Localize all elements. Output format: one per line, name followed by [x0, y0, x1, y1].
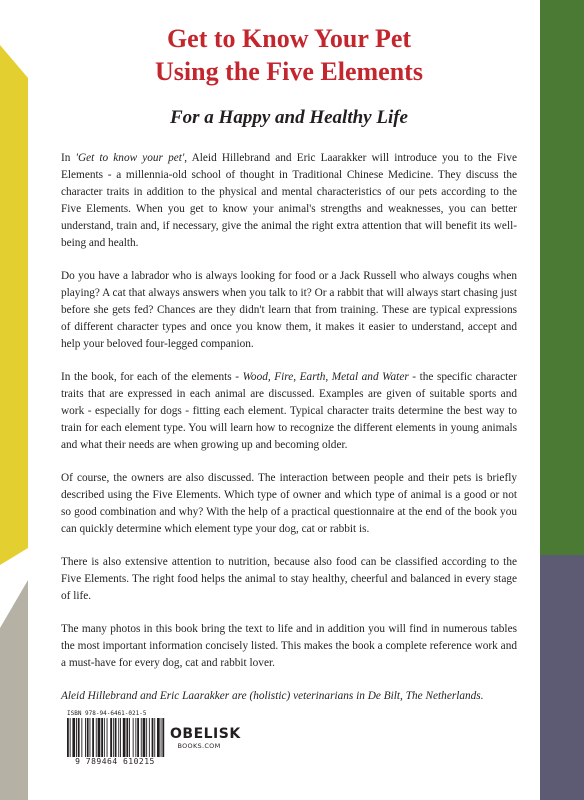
barcode-bar [152, 718, 154, 757]
publisher-logo [170, 724, 241, 758]
barcode-bar [67, 718, 69, 757]
blurb-text [61, 150, 517, 721]
publisher-name: OBELISK [170, 726, 241, 742]
barcode-bar [118, 718, 119, 757]
isbn-barcode [61, 706, 169, 770]
blurb-paragraph: In the book, for each of the elements - Wood, Fire, Earth, Metal and Water - the specific character traits that are expressed in each animal are discussed. Examples are given of suitable sports and work - especially for dogs - fitting each element. Typical character traits determine the best way to train for each element type. You will learn how to recognize the different elements in young animals and what their needs are when growing up and becoming older. [61, 371, 517, 451]
barcode-bar [81, 718, 82, 757]
purple-panel [540, 555, 584, 800]
barcode-bar [129, 718, 130, 757]
barcode-bar [154, 718, 155, 757]
barcode-bar [161, 718, 162, 757]
book-title-line: Using the Five Elements [155, 57, 423, 86]
barcode-bar [146, 718, 147, 757]
barcode-bar [110, 718, 112, 757]
barcode-bar [149, 718, 150, 757]
barcode-bar [143, 718, 146, 757]
barcode-bar [70, 718, 71, 757]
blurb-paragraph: There is also extensive attention to nutrition, because also food can be classified according to the Five Elements. The right food helps the animal to stay healthy, cheerful and balanced in every stage of life. [61, 556, 517, 602]
barcode-bars [65, 718, 165, 757]
barcode-bar [137, 718, 139, 757]
blurb-paragraph: The many photos in this book bring the text to life and in addition you will find in numerous tables the most important information concisely listed. This makes the book a complete reference work and a must-have for every dog, cat and rabbit lover. [61, 623, 517, 669]
barcode-bar [141, 718, 142, 757]
barcode-bar [76, 718, 77, 757]
book-title [61, 22, 517, 88]
barcode-bar [78, 718, 80, 757]
barcode-bar [126, 718, 128, 757]
blurb-paragraph: In 'Get to know your pet', Aleid Hillebrand and Eric Laarakker will introduce you to the Five Elements - a millennia-old school of thought in Traditional Chinese Medicine. They discuss the character traits in addition to the physical and mental characteristics of our pets according to the Five Elements. When you get to know your animal's strengths and weaknesses, you can better understand, train and, if necessary, give the animal the right extra attention that will benefit its well-being and health. [61, 152, 517, 249]
publisher-site: BOOKS.COM [177, 742, 221, 750]
blurb-paragraph: Do you have a labrador who is always looking for food or a Jack Russell who always coughs when playing? A cat that always answers when you talk to it? Or a rabbit that will always start chasing just before she gets fed? Chances are they didn't learn that from training. These are typical expressions of different character types and once you know them, it makes it easier to understand, accept and help your beloved four-legged companion. [61, 270, 517, 350]
gray-panel [0, 580, 28, 800]
isbn-label: ISBN 978-94-6461-021-5 [67, 710, 147, 717]
barcode-bar [96, 718, 97, 757]
barcode-bar [123, 718, 126, 757]
book-subtitle: For a Happy and Healthy Life [169, 107, 408, 128]
barcode-bar [87, 718, 89, 757]
barcode-bar [120, 718, 121, 757]
barcode-bar [85, 718, 86, 757]
back-cover-content [61, 0, 517, 800]
barcode-bar [90, 718, 91, 757]
author-note: Aleid Hillebrand and Eric Laarakker are (holistic) veterinarians in De Bilt, The Netherlands. [61, 690, 484, 702]
barcode-bar [92, 718, 94, 757]
barcode-bar [72, 718, 75, 757]
barcode-bar [157, 718, 160, 757]
barcode-bar [113, 718, 114, 757]
barcode-bar [162, 718, 164, 757]
barcode-bar [104, 718, 105, 757]
barcode-bar [135, 718, 136, 757]
book-title-line: Get to Know Your Pet [166, 24, 412, 53]
barcode-bar [107, 718, 108, 757]
barcode-bar [101, 718, 103, 757]
barcode-digits: 9 789464 610215 [75, 757, 155, 766]
green-panel [540, 0, 584, 555]
barcode-bar [98, 718, 101, 757]
yellow-panel [0, 45, 28, 565]
barcode-bar [115, 718, 117, 757]
barcode-bar [133, 718, 134, 757]
blurb-paragraph: Of course, the owners are also discussed. The interaction between people and their pets is briefly described using the Five Elements. Which type of owner and which type of animal is a good or not so good combination and why? With the help of a practical questionnaire at the end of the book you can quickly determine which element type your dog, cat or rabbit is. [61, 472, 517, 535]
